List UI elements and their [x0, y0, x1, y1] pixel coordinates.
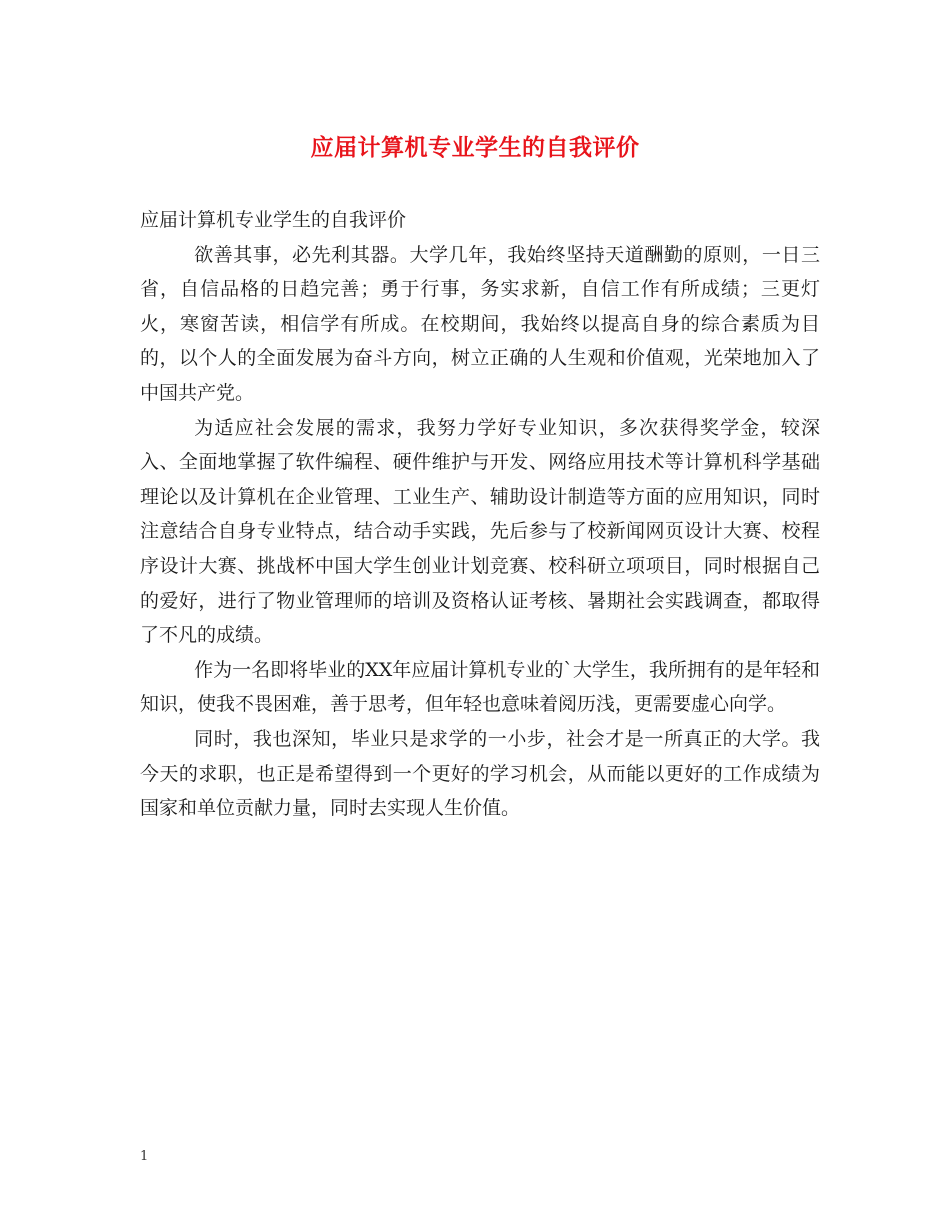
- section-heading: 应届计算机专业学生的自我评价: [140, 209, 407, 231]
- paragraph-1: 欲善其事，必先利其器。大学几年，我始终坚持天道酬勤的原则，一日三省，自信品格的日趋完善；勇于行事，务实求新，自信工作有所成绩；三更灯火，寒窗苦读，相信学有所成。在校期间，我始终以提高自身的综合素质为目的，以个人的全面发展为奋斗方向，树立正确的人生观和价值观，光荣地加入了中国共产党。: [140, 243, 820, 404]
- paragraph-4: 同时，我也深知，毕业只是求学的一小步，社会才是一所真正的大学。我今天的求职，也正是希望得到一个更好的学习机会，从而能以更好的工作成绩为国家和单位贡献力量，同时去实现人生价值。: [140, 727, 820, 820]
- paragraph-3: 作为一名即将毕业的XX年应届计算机专业的`大学生，我所拥有的是年轻和知识，使我不畏困难，善于思考，但年轻也意味着阅历浅，更需要虚心向学。: [140, 658, 820, 716]
- paragraph-2: 为适应社会发展的需求，我努力学好专业知识，多次获得奖学金，较深入、全面地掌握了软件编程、硬件维护与开发、网络应用技术等计算机科学基础理论以及计算机在企业管理、工业生产、辅助设计制造等方面的应用知识，同时注意结合自身专业特点，结合动手实践，先后参与了校新闻网页设计大赛、校程序设计大赛、挑战杯中国大学生创业计划竞赛、校科研立项项目，同时根据自己的爱好，进行了物业管理师的培训及资格认证考核、暑期社会实践调查，都取得了不凡的成绩。: [140, 416, 820, 647]
- document-title: 应届计算机专业学生的自我评价: [310, 134, 640, 161]
- page-number: 1: [140, 1149, 149, 1164]
- document-body: [140, 203, 820, 826]
